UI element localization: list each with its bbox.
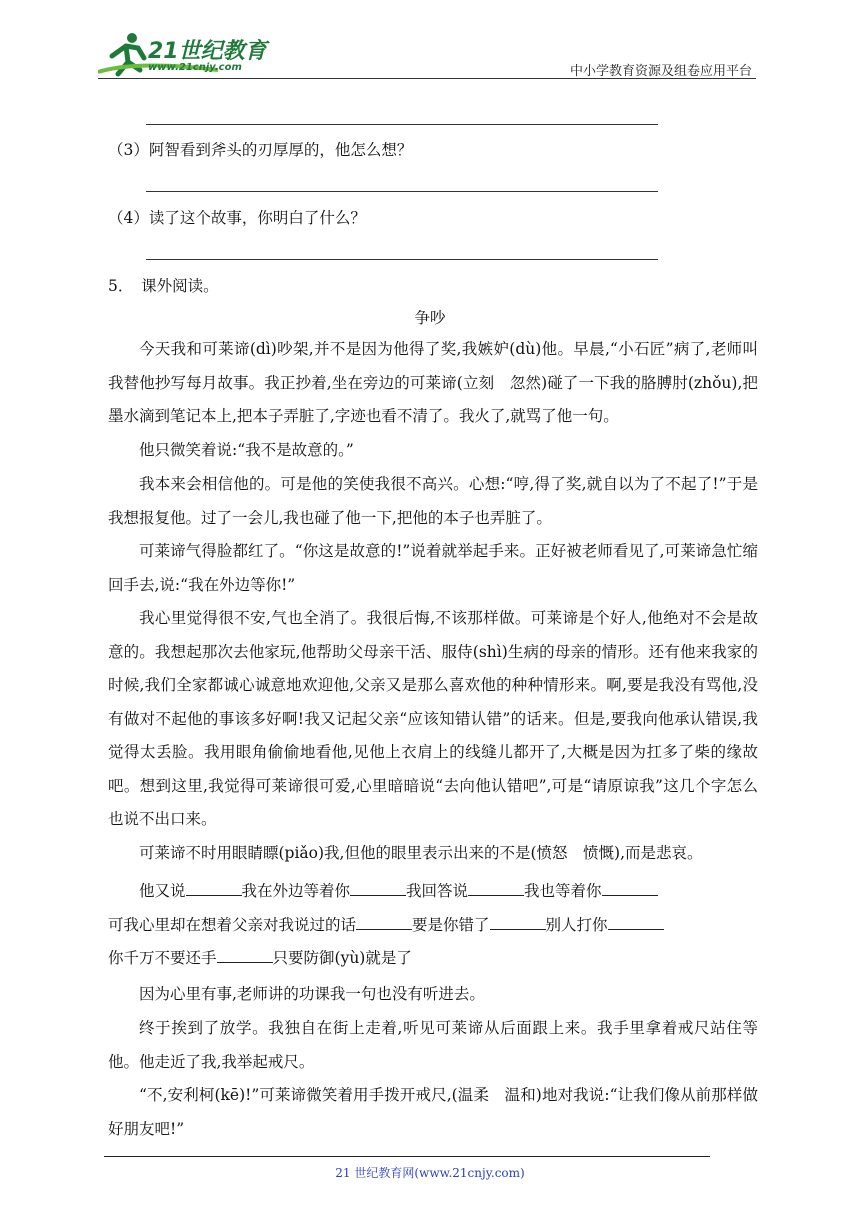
platform-name: 中小学教育资源及组卷应用平台 xyxy=(569,64,752,79)
paragraph-6: 可莱谛不时用眼睛瞟(piǎo)我,但他的眼里表示出来的不是(愤怒 愤慨),而是悲哀。 xyxy=(139,844,703,862)
blank-text: 别人打你 xyxy=(545,916,608,934)
paragraph-3: 我本来会相信他的。可是他的笑使我很不高兴。心想:“哼,得了奖,就自以为了不起了!”于是我想报复他。过了一会儿,我也碰了他一下,把他的本子也弄脏了。 xyxy=(108,475,758,527)
punctuation-blank[interactable] xyxy=(186,881,242,896)
fill-blank-line-2 xyxy=(108,913,758,935)
logo-text: 21世纪教育 xyxy=(148,39,267,64)
logo-url: www.21cnjy.com xyxy=(148,62,242,73)
page-header xyxy=(0,0,860,80)
fill-blank-line-1 xyxy=(108,879,758,901)
punctuation-blank[interactable] xyxy=(356,915,412,930)
paragraph-8: 终于挨到了放学。我独自在街上走着,听见可莱谛从后面跟上来。我手里拿着戒尺站住等他。他走近了我,我举起戒尺。 xyxy=(108,1019,758,1071)
blank-text: 我也等着你 xyxy=(524,882,602,900)
blank-text: 我回答说 xyxy=(406,882,469,900)
blank-text: 可我心里却在想着父亲对我说过的话 xyxy=(108,916,357,934)
blank-text: 我在外边等着你 xyxy=(241,882,351,900)
punctuation-blank[interactable] xyxy=(217,948,273,963)
question-4: （4）读了这个故事，你明白了什么？ xyxy=(108,209,366,227)
story-title: 争吵 xyxy=(414,309,446,327)
fill-blank-line-3 xyxy=(108,946,758,968)
blank-text: 要是你错了 xyxy=(412,916,490,934)
paragraph-4: 可莱谛气得脸都红了。“你这是故意的!”说着就举起手来。正好被老师看见了,可莱谛急忙缩回手去,说:“我在外边等你!” xyxy=(108,542,758,594)
blank-text: 只要防御(yù)就是了 xyxy=(272,949,412,967)
answer-line-4[interactable] xyxy=(146,259,658,260)
footer-link[interactable]: 21 世纪教育网(www.21cnjy.com) xyxy=(335,1166,525,1180)
paragraph-5: 我心里觉得很不安,气也全消了。我很后悔,不该那样做。可莱谛是个好人,他绝对不会是故意的。我想起那次去他家玩,他帮助父母亲干活、服侍(shì)生病的母亲的情形。还有他来我家的时候,我们全家都诚心诚意地欢迎他,父亲又是那么喜欢他的种种情形来。啊,要是我没有骂他,没有做对不起他的事该多好啊!我又记起父亲“应该知错认错”的话来。但是,要我向他承认错误,我觉得太丢脸。我用眼角偷偷地看他,见他上衣肩上的线缝儿都开了,大概是因为扛多了柴的缘故吧。想到这里,我觉得可莱谛很可爱,心里暗暗说“去向他认错吧”,可是“请原谅我”这几个字怎么也说不出口来。 xyxy=(108,609,758,828)
header-divider xyxy=(98,78,756,79)
blank-text: 你千万不要还手 xyxy=(108,949,217,967)
paragraph-7: 因为心里有事,老师讲的功课我一句也没有听进去。 xyxy=(139,985,485,1003)
question-3: （3）阿智看到斧头的刃厚厚的，他怎么想？ xyxy=(108,141,413,159)
punctuation-blank[interactable] xyxy=(602,881,658,896)
punctuation-blank[interactable] xyxy=(608,915,664,930)
paragraph-1: 今天我和可莱谛(dì)吵架,并不是因为他得了奖,我嫉妒(dù)他。早晨,“小石匠”病了,老师叫我替他抄写每月故事。我正抄着,坐在旁边的可莱谛(立刻 忽然)碰了一下我的胳膊肘(zhǒu),把墨水滴到笔记本上,把本子弄脏了,字迹也看不清了。我火了,就骂了他一句。 xyxy=(108,340,758,425)
paragraph-2: 他只微笑着说:“我不是故意的。” xyxy=(139,441,354,459)
answer-line-2[interactable] xyxy=(146,124,658,125)
paragraph-9: “不,安利柯(kē)!”可莱谛微笑着用手拨开戒尺,(温柔 温和)地对我说:“让我们像从前那样做好朋友吧!” xyxy=(108,1086,758,1138)
punctuation-blank[interactable] xyxy=(490,915,546,930)
section-5-label: 5． 课外阅读。 xyxy=(108,277,219,295)
punctuation-blank[interactable] xyxy=(468,881,524,896)
answer-line-3[interactable] xyxy=(146,191,658,192)
blank-text: 他又说 xyxy=(139,882,186,900)
punctuation-blank[interactable] xyxy=(350,881,406,896)
footer-divider xyxy=(104,1156,710,1157)
